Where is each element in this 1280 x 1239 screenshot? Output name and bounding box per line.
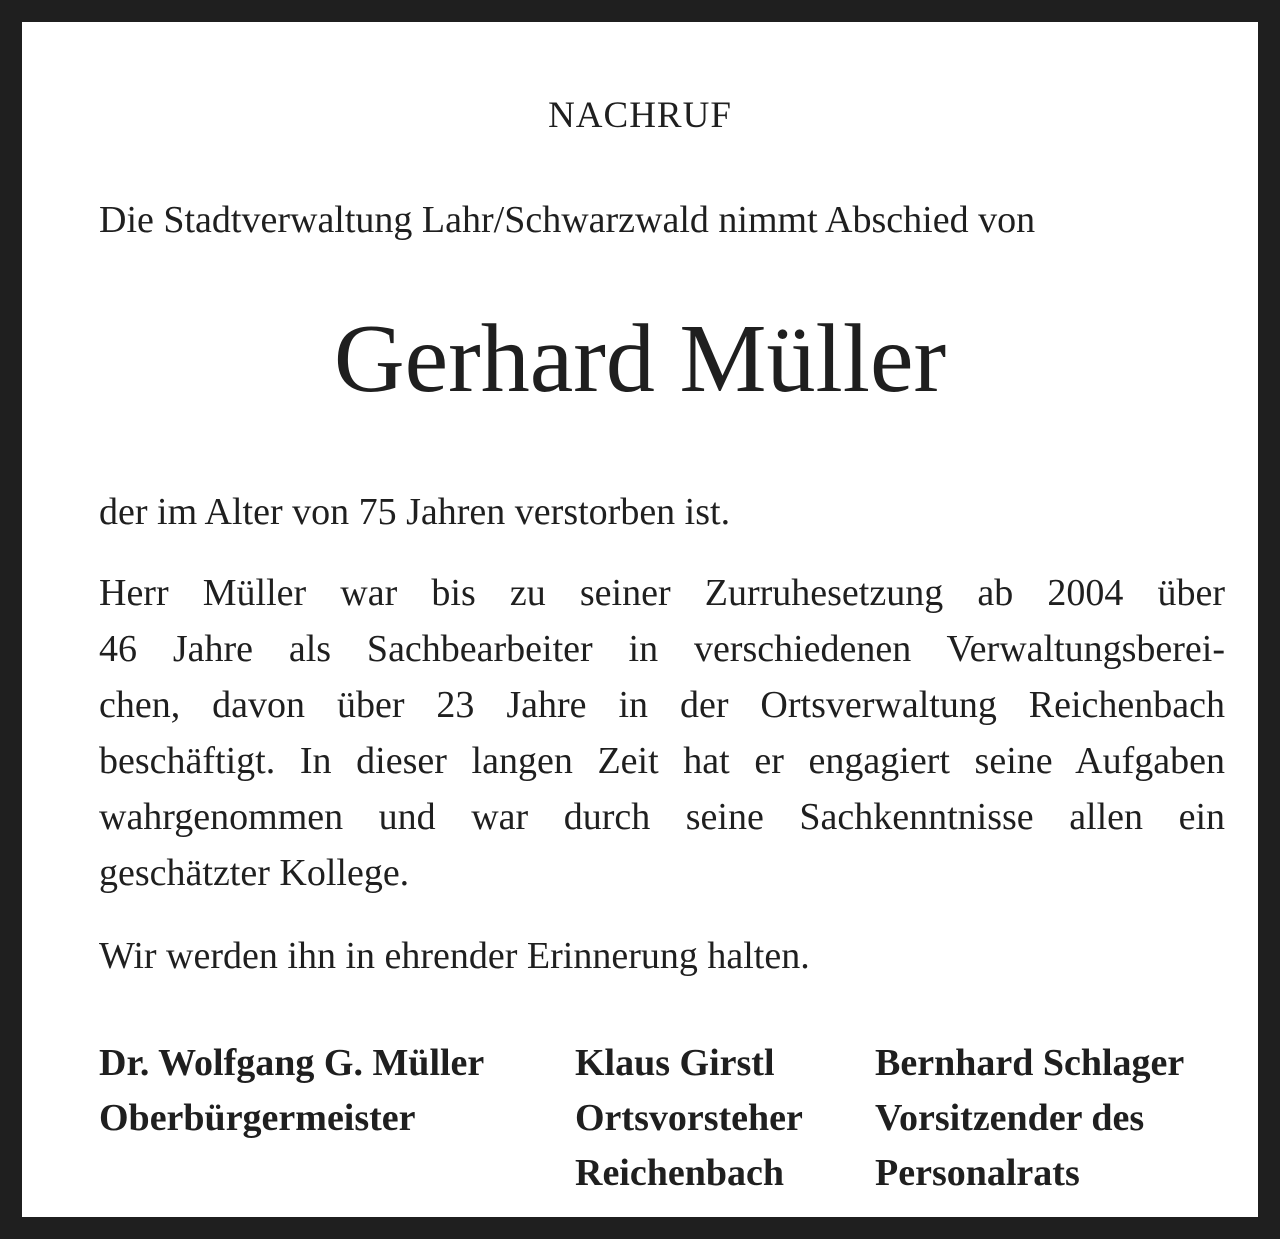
- tribute-line: geschätzter Kollege.: [99, 852, 410, 894]
- signatory-title: Personalrats: [875, 1152, 1080, 1194]
- age-text: der im Alter von 75 Jahren verstorben ist.: [99, 491, 731, 533]
- deceased-name: Gerhard Müller: [333, 305, 947, 413]
- tribute-line: wahrgenommen und war durch seine Sachkenntnisse allen ein: [99, 796, 1225, 838]
- intro-text: Die Stadtverwaltung Lahr/Schwarzwald nimmt Abschied von: [99, 199, 1036, 241]
- tribute-line: Herr Müller war bis zu seiner Zurruhesetzung ab 2004 über: [99, 572, 1225, 614]
- signatory-title: Oberbürgermeister: [99, 1097, 416, 1139]
- tribute-line: 46 Jahre als Sachbearbeiter in verschiedenen Verwaltungsberei-: [99, 628, 1225, 670]
- signatory-name: Bernhard Schlager: [875, 1042, 1185, 1084]
- signatory-title: Vorsitzender des: [875, 1097, 1145, 1139]
- tribute-line: beschäftigt. In dieser langen Zeit hat er engagiert seine Aufgaben: [99, 740, 1225, 782]
- signatory-name: Klaus Girstl: [575, 1042, 775, 1084]
- tribute-paragraph: [99, 570, 1225, 906]
- signatory-local-chief: [575, 1036, 803, 1201]
- signatory-staff-council: [875, 1036, 1184, 1201]
- signatory-title: Reichenbach: [575, 1152, 784, 1194]
- closing-text: Wir werden ihn in ehrender Erinnerung halten.: [99, 935, 810, 977]
- notice-heading: NACHRUF: [548, 95, 732, 136]
- tribute-line: chen, davon über 23 Jahre in der Ortsverwaltung Reichenbach: [99, 684, 1225, 726]
- signatory-name: Dr. Wolfgang G. Müller: [99, 1042, 485, 1084]
- signatory-title: Ortsvorsteher: [575, 1097, 803, 1139]
- signatory-mayor: [99, 1036, 484, 1146]
